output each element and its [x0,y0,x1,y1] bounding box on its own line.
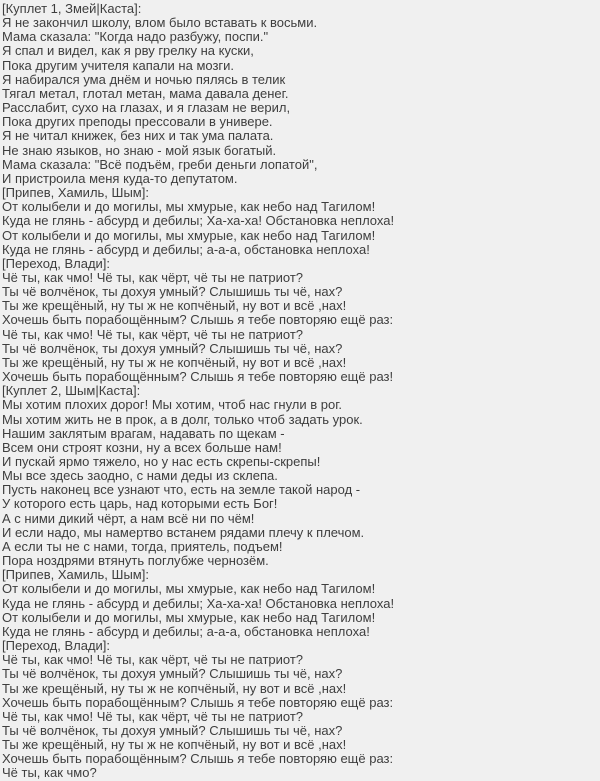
lyric-line: Хочешь быть порабощённым? Слышь я тебе повторяю ещё раз: [2,751,394,767]
lyric-line: Расслабит, сухо на глазах, и я глазам не верил, [2,100,291,116]
lyric-line: Куда не глянь - абсурд и дебилы; а-а-а, обстановка неплоха! [2,623,370,639]
lyric-line: Ты чё волчёнок, ты дохуя умный? Слышишь ты чё, нах? [2,666,343,682]
lyric-line: Мама сказала: "Когда надо разбужу, поспи." [2,29,269,45]
lyric-line: У которого есть царь, над которыми есть Бог! [2,496,278,512]
lyric-line: Нашим заклятым врагам, надавать по щекам - [2,425,285,441]
lyric-line: Чё ты, как чмо! Чё ты, как чёрт, чё ты не патриот? [2,326,304,342]
lyric-line: Хочешь быть порабощённым? Слышь я тебе повторяю ещё раз! [2,369,394,385]
lyric-line: [Припев, Хамиль, Шым]: [2,567,149,583]
lyric-line: Мы все здесь заодно, с нами деды из склепа. [2,468,278,484]
lyric-line: Всем они строят козни, ну а всех больше нам! [2,439,282,455]
lyric-line: Пока других преподы прессовали в универе. [2,114,273,130]
lyric-line: Ты чё волчёнок, ты дохуя умный? Слышишь ты чё, нах? [2,340,343,356]
lyric-line: Хочешь быть порабощённым? Слышь я тебе повторяю ещё раз: [2,694,394,710]
lyric-line: Я не читал книжек, без них и так ума палата. [2,128,274,144]
lyric-line: Тягал метал, глотал метан, мама давала денег. [2,85,289,101]
lyric-line: Ты же крещёный, ну ты ж не копчёный, ну вот и всё ,нах! [2,298,347,314]
lyric-line: И если надо, мы намертво встанем рядами плечу к плечом. [2,524,365,540]
lyric-line: Ты же крещёный, ну ты ж не копчёный, ну вот и всё ,нах! [2,354,347,370]
lyric-line: Чё ты, как чмо? [2,765,97,781]
lyric-line: [Куплет 2, Шым|Каста]: [2,383,141,399]
lyric-line: Чё ты, как чмо! Чё ты, как чёрт, чё ты не патриот? [2,652,304,668]
lyric-line: Я не закончил школу, влом было вставать к восьми. [2,15,318,31]
lyric-line: Не знаю языков, но знаю - мой язык богатый. [2,142,277,158]
lyric-line: Пока другим учителя капали на мозги. [2,57,235,73]
lyric-line: [Переход, Влади]: [2,638,111,654]
lyric-line: От колыбели и до могилы, мы хмурые, как небо над Тагилом! [2,199,376,215]
lyric-line: Чё ты, как чмо! Чё ты, как чёрт, чё ты не патриот? [2,269,304,285]
lyric-line: [Куплет 1, Змей|Каста]: [2,1,142,16]
lyric-line: И пристроила меня куда-то депутатом. [2,170,238,186]
lyric-line: Чё ты, как чмо! Чё ты, как чёрт, чё ты не патриот? [2,708,304,724]
lyric-line: Пора ноздрями втянуть поглубже чернозём. [2,553,269,569]
lyric-line: Куда не глянь - абсурд и дебилы; Ха-ха-ха! Обстановка неплоха! [2,595,395,611]
lyric-line: Я набирался ума днём и ночью пялясь в телик [2,71,286,87]
lyric-line: Хочешь быть порабощённым? Слышь я тебе повторяю ещё раз: [2,312,394,328]
lyric-line: Куда не глянь - абсурд и дебилы; а-а-а, обстановка неплоха! [2,241,370,257]
lyric-line: От колыбели и до могилы, мы хмурые, как небо над Тагилом! [2,581,376,597]
lyric-line: Мы хотим жить не в прок, а в долг, только чтоб задать урок. [2,411,363,427]
lyric-line: А с ними дикий чёрт, а нам всё ни по чём! [2,510,255,526]
lyric-line: Я спал и видел, как я рву грелку на куски, [2,43,254,59]
lyric-line: Ты чё волчёнок, ты дохуя умный? Слышишь ты чё, нах? [2,284,343,300]
lyric-line: Куда не глянь - абсурд и дебилы; Ха-ха-ха! Обстановка неплоха! [2,213,395,229]
lyric-line: Ты чё волчёнок, ты дохуя умный? Слышишь ты чё, нах? [2,722,343,738]
lyric-line: Ты же крещёный, ну ты ж не копчёный, ну вот и всё ,нах! [2,680,347,696]
lyric-line: [Припев, Хамиль, Шым]: [2,185,149,201]
lyric-line: Пусть наконец все узнают что, есть на земле такой народ - [2,482,361,498]
lyric-line: От колыбели и до могилы, мы хмурые, как небо над Тагилом! [2,609,376,625]
lyric-line: И пускай ярмо тяжело, но у нас есть скрепы-скрепы! [2,454,321,469]
lyric-line: Ты же крещёный, ну ты ж не копчёный, ну вот и всё ,нах! [2,737,347,753]
lyric-line: От колыбели и до могилы, мы хмурые, как небо над Тагилом! [2,227,376,243]
lyric-line: А если ты не с нами, тогда, приятель, подъем! [2,538,283,554]
lyric-line: Мы хотим плохих дорог! Мы хотим, чтоб нас гнули в рог. [2,397,343,413]
lyric-line: Мама сказала: "Всё подъём, греби деньги лопатой", [2,156,318,172]
lyric-line: [Переход, Влади]: [2,255,111,271]
